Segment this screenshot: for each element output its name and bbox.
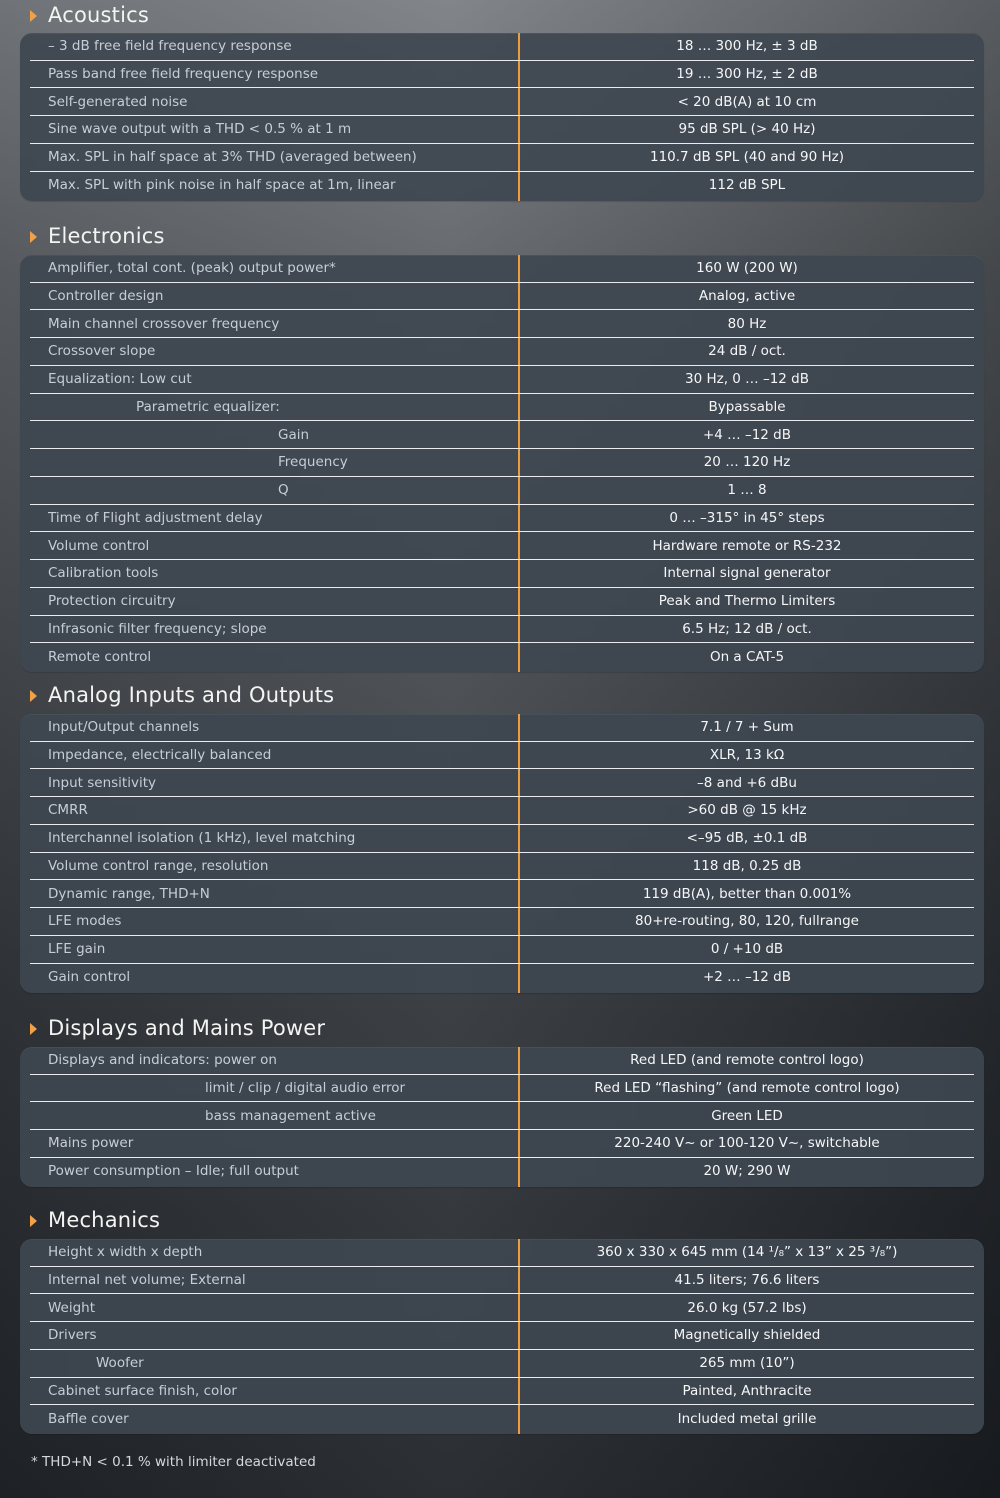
section-title-acoustics bbox=[30, 0, 149, 30]
spec-row bbox=[20, 449, 984, 477]
spec-value: Analog, active bbox=[698, 287, 796, 304]
spec-label: Displays and indicators: power on bbox=[48, 1052, 277, 1068]
spec-label: Max. SPL with pink noise in half space at 1m, linear bbox=[48, 176, 396, 193]
spec-row bbox=[20, 172, 984, 200]
spec-row bbox=[20, 477, 984, 505]
spec-row bbox=[20, 881, 984, 909]
spec-label: Woofer bbox=[96, 1355, 144, 1371]
spec-label: Cabinet surface finish, color bbox=[48, 1382, 237, 1399]
spec-label: Max. SPL in half space at 3% THD (averaged between) bbox=[48, 149, 417, 165]
spec-label: Volume control bbox=[48, 537, 150, 554]
spec-label: limit / clip / digital audio error bbox=[205, 1079, 406, 1096]
spec-value: 20 … 120 Hz bbox=[703, 454, 791, 471]
spec-row bbox=[20, 311, 984, 339]
spec-row bbox=[20, 1267, 984, 1295]
spec-row bbox=[20, 1295, 984, 1323]
spec-label: – 3 dB free field frequency response bbox=[48, 38, 292, 54]
spec-table-electronics bbox=[20, 255, 984, 672]
spec-value: < 20 dB(A) at 10 cm bbox=[677, 93, 817, 110]
spec-label: Infrasonic filter frequency; slope bbox=[48, 620, 267, 637]
spec-label: Volume control range, resolution bbox=[48, 857, 269, 874]
spec-row bbox=[20, 825, 984, 853]
spec-row bbox=[20, 1158, 984, 1186]
spec-label: Controller design bbox=[48, 287, 164, 304]
spec-label: Time of Flight adjustment delay bbox=[48, 509, 263, 526]
section-heading: Mechanics bbox=[48, 1208, 161, 1232]
spec-table-acoustics bbox=[20, 33, 984, 201]
spec-table-mechanics bbox=[20, 1239, 984, 1434]
spec-label: Calibration tools bbox=[48, 565, 159, 582]
spec-row bbox=[20, 797, 984, 825]
spec-row bbox=[20, 964, 984, 992]
section-heading: Electronics bbox=[48, 224, 165, 248]
section-heading: Acoustics bbox=[48, 3, 149, 27]
spec-row bbox=[20, 116, 984, 144]
spec-value: Magnetically shielded bbox=[673, 1327, 821, 1344]
spec-value: Green LED bbox=[711, 1107, 783, 1124]
spec-value: 20 W; 290 W bbox=[703, 1163, 791, 1179]
section-title-mechanics bbox=[30, 1205, 160, 1235]
spec-label: Input/Output channels bbox=[48, 719, 200, 735]
spec-label: Dynamic range, THD+N bbox=[48, 885, 210, 902]
spec-row bbox=[20, 33, 984, 61]
spec-value: 7.1 / 7 + Sum bbox=[700, 719, 794, 735]
spec-value: 1 … 8 bbox=[727, 482, 767, 498]
spec-row bbox=[20, 505, 984, 533]
spec-value: 19 … 300 Hz, ± 2 dB bbox=[676, 65, 818, 82]
spec-label: Frequency bbox=[278, 454, 348, 471]
spec-label: Crossover slope bbox=[48, 343, 156, 360]
spec-value: –8 and +6 dBu bbox=[697, 774, 797, 791]
spec-label: Power consumption – Idle; full output bbox=[48, 1163, 299, 1179]
spec-label: Gain bbox=[278, 426, 310, 443]
spec-value: >60 dB @ 15 kHz bbox=[687, 802, 807, 819]
spec-value: 80+re-routing, 80, 120, fullrange bbox=[635, 913, 859, 930]
spec-value: +4 … –12 dB bbox=[702, 426, 792, 443]
spec-row bbox=[20, 533, 984, 561]
spec-value: Red LED “flashing” (and remote control logo) bbox=[594, 1079, 900, 1096]
spec-value: On a CAT-5 bbox=[709, 648, 785, 665]
spec-row bbox=[20, 1406, 984, 1434]
spec-value: Included metal grille bbox=[677, 1410, 817, 1427]
spec-row bbox=[20, 936, 984, 964]
spec-label: bass management active bbox=[205, 1107, 376, 1124]
spec-label: Self-generated noise bbox=[48, 93, 188, 110]
spec-row bbox=[20, 422, 984, 450]
section-heading: Analog Inputs and Outputs bbox=[48, 683, 335, 707]
spec-label: Mains power bbox=[48, 1135, 134, 1152]
spec-value: 220-240 V~ or 100-120 V~, switchable bbox=[614, 1135, 880, 1152]
triangle-bullet-icon bbox=[30, 690, 37, 702]
section-title-displays-mains bbox=[30, 1013, 325, 1043]
spec-value: 112 dB SPL bbox=[708, 176, 786, 193]
spec-value: 6.5 Hz; 12 dB / oct. bbox=[682, 620, 812, 637]
spec-table-analog-io bbox=[20, 714, 984, 993]
spec-label: Remote control bbox=[48, 648, 152, 665]
spec-row bbox=[20, 255, 984, 283]
section-title-electronics bbox=[30, 221, 165, 251]
spec-label: Amplifier, total cont. (peak) output power* bbox=[48, 260, 336, 276]
spec-row bbox=[20, 1350, 984, 1378]
spec-label: Drivers bbox=[48, 1327, 97, 1344]
spec-row bbox=[20, 1322, 984, 1350]
spec-value: Hardware remote or RS-232 bbox=[652, 537, 842, 554]
spec-value: +2 … –12 dB bbox=[702, 968, 792, 985]
spec-row bbox=[20, 588, 984, 616]
spec-row bbox=[20, 1130, 984, 1158]
spec-row bbox=[20, 742, 984, 770]
spec-label: Baffle cover bbox=[48, 1410, 129, 1427]
section-heading: Displays and Mains Power bbox=[48, 1016, 326, 1040]
spec-label: Q bbox=[278, 482, 289, 498]
spec-value: Peak and Thermo Limiters bbox=[658, 593, 836, 609]
spec-label: Impedance, electrically balanced bbox=[48, 746, 272, 763]
spec-value: 26.0 kg (57.2 lbs) bbox=[687, 1299, 807, 1316]
spec-row bbox=[20, 1075, 984, 1103]
spec-row bbox=[20, 61, 984, 89]
spec-label: Main channel crossover frequency bbox=[48, 315, 280, 332]
spec-row bbox=[20, 283, 984, 311]
section-title-analog-io bbox=[30, 680, 334, 710]
spec-value: 95 dB SPL (> 40 Hz) bbox=[678, 121, 816, 138]
spec-row bbox=[20, 1378, 984, 1406]
spec-value: 360 x 330 x 645 mm (14 ¹/₈” x 13” x 25 ³/₈”) bbox=[596, 1244, 898, 1260]
footnote: * THD+N < 0.1 % with limiter deactivated bbox=[31, 1454, 316, 1470]
spec-label: Input sensitivity bbox=[48, 774, 156, 791]
spec-row bbox=[20, 366, 984, 394]
spec-value: Bypassable bbox=[708, 398, 786, 415]
spec-row bbox=[20, 644, 984, 672]
spec-label: Interchannel isolation (1 kHz), level matching bbox=[48, 830, 356, 846]
spec-row bbox=[20, 1047, 984, 1075]
spec-label: Height x width x depth bbox=[48, 1244, 203, 1260]
spec-row bbox=[20, 853, 984, 881]
spec-label: Weight bbox=[48, 1299, 96, 1316]
triangle-bullet-icon bbox=[30, 1215, 37, 1227]
spec-value: 18 … 300 Hz, ± 3 dB bbox=[676, 38, 818, 54]
spec-label: Internal net volume; External bbox=[48, 1271, 246, 1288]
spec-label: Parametric equalizer: bbox=[136, 398, 280, 415]
spec-row bbox=[20, 1239, 984, 1267]
spec-value: 30 Hz, 0 … –12 dB bbox=[684, 371, 809, 387]
spec-value: 265 mm (10”) bbox=[699, 1355, 795, 1371]
spec-value: 110.7 dB SPL (40 and 90 Hz) bbox=[650, 149, 844, 165]
spec-label: Protection circuitry bbox=[48, 593, 176, 609]
spec-value: 118 dB, 0.25 dB bbox=[692, 857, 802, 874]
spec-value: 119 dB(A), better than 0.001% bbox=[642, 885, 852, 902]
spec-row bbox=[20, 394, 984, 422]
spec-value: 80 Hz bbox=[727, 315, 767, 332]
spec-value: 24 dB / oct. bbox=[708, 343, 786, 360]
spec-row bbox=[20, 908, 984, 936]
spec-row bbox=[20, 560, 984, 588]
spec-label: LFE gain bbox=[48, 941, 106, 957]
spec-value: Red LED (and remote control logo) bbox=[630, 1052, 864, 1068]
spec-value: Painted, Anthracite bbox=[682, 1382, 812, 1399]
spec-label: Sine wave output with a THD < 0.5 % at 1 m bbox=[48, 121, 352, 138]
spec-value: 160 W (200 W) bbox=[696, 260, 798, 276]
spec-row bbox=[20, 338, 984, 366]
spec-row bbox=[20, 714, 984, 742]
spec-row bbox=[20, 144, 984, 172]
spec-value: XLR, 13 kΩ bbox=[709, 746, 785, 763]
spec-value: 0 … –315° in 45° steps bbox=[669, 509, 825, 526]
spec-value: 0 / +10 dB bbox=[710, 941, 784, 957]
spec-value: <–95 dB, ±0.1 dB bbox=[686, 830, 808, 846]
spec-row bbox=[20, 89, 984, 117]
spec-value: Internal signal generator bbox=[663, 565, 831, 582]
spec-row bbox=[20, 616, 984, 644]
triangle-bullet-icon bbox=[30, 1023, 37, 1035]
spec-label: LFE modes bbox=[48, 913, 122, 930]
spec-label: CMRR bbox=[48, 802, 88, 819]
spec-value: 41.5 liters; 76.6 liters bbox=[674, 1271, 820, 1288]
spec-row bbox=[20, 1103, 984, 1131]
triangle-bullet-icon bbox=[30, 10, 37, 22]
spec-label: Equalization: Low cut bbox=[48, 371, 192, 387]
triangle-bullet-icon bbox=[30, 231, 37, 243]
spec-row bbox=[20, 770, 984, 798]
spec-label: Gain control bbox=[48, 968, 131, 985]
spec-table-displays-mains bbox=[20, 1047, 984, 1187]
spec-label: Pass band free field frequency response bbox=[48, 65, 319, 82]
